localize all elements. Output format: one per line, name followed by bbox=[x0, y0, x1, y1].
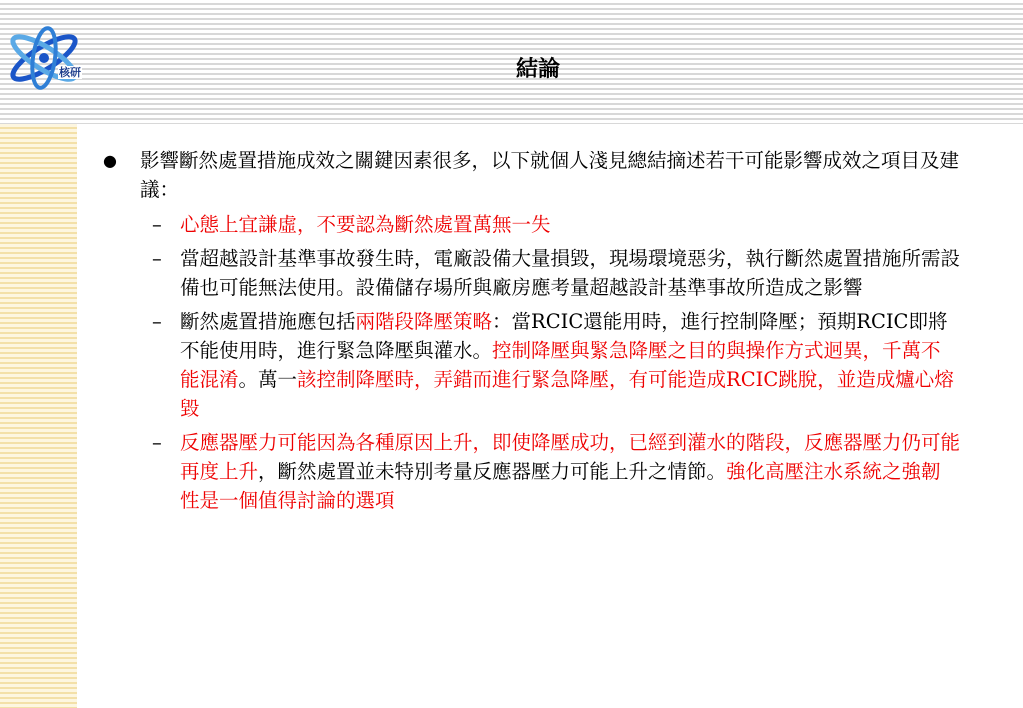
main-bullet bbox=[100, 146, 960, 204]
item-text: ：當RCIC還能用時，進行控制降壓；預期RCIC即將不能使用時，進行緊急降壓與灌水。 bbox=[180, 310, 948, 362]
dash-icon: – bbox=[152, 213, 162, 236]
item-text-emphasis: 反應器壓力可能因為各種原因上升，即使降壓成功，已經到灌水的階段，反應器壓力仍可能再度上升 bbox=[180, 431, 961, 483]
item-text-emphasis: 強化高壓注水系統之強韌性是一個值得討論的選項 bbox=[180, 460, 941, 512]
bullet-dot-icon: ● bbox=[103, 151, 117, 170]
item-text: 當超越設計基準事故發生時，電廠設備大量損毀，現場環境惡劣，執行斷然處置措施所需設備也可能無法使用。設備儲存場所與廠房應考量超越設計基準事故所造成之影響 bbox=[180, 247, 961, 299]
list-item bbox=[100, 244, 960, 302]
logo-label: 核研 bbox=[59, 66, 81, 79]
slide-body bbox=[100, 146, 960, 520]
dash-icon: – bbox=[152, 431, 162, 454]
item-text-emphasis: 該控制降壓時，弄錯而進行緊急降壓，有可能造成RCIC跳脫，並造成爐心熔毀 bbox=[180, 368, 954, 420]
list-item bbox=[100, 307, 960, 423]
left-decor-band bbox=[0, 124, 77, 708]
dash-icon: – bbox=[152, 310, 162, 333]
item-text-emphasis: 心態上宜謙虛，不要認為斷然處置萬無一失 bbox=[180, 213, 551, 236]
item-text: 斷然處置措施應包括 bbox=[180, 310, 356, 333]
list-item bbox=[100, 428, 960, 515]
dash-icon: – bbox=[152, 247, 162, 270]
list-item bbox=[100, 210, 960, 239]
item-text-emphasis: 兩階段降壓策略 bbox=[355, 310, 493, 333]
main-bullet-text: 影響斷然處置措施成效之關鍵因素很多，以下就個人淺見總結摘述若干可能影響成效之項目及建議： bbox=[140, 149, 960, 201]
sub-list bbox=[100, 210, 960, 515]
item-text: ，斷然處置並未特別考量反應器壓力可能上升之情節。 bbox=[258, 460, 727, 483]
item-text: 。萬一 bbox=[238, 368, 298, 391]
slide-title: 結論 bbox=[515, 56, 560, 82]
item-text-emphasis: 控制降壓與緊急降壓之目的與操作方式迥異，千萬不能混淆 bbox=[180, 339, 941, 391]
